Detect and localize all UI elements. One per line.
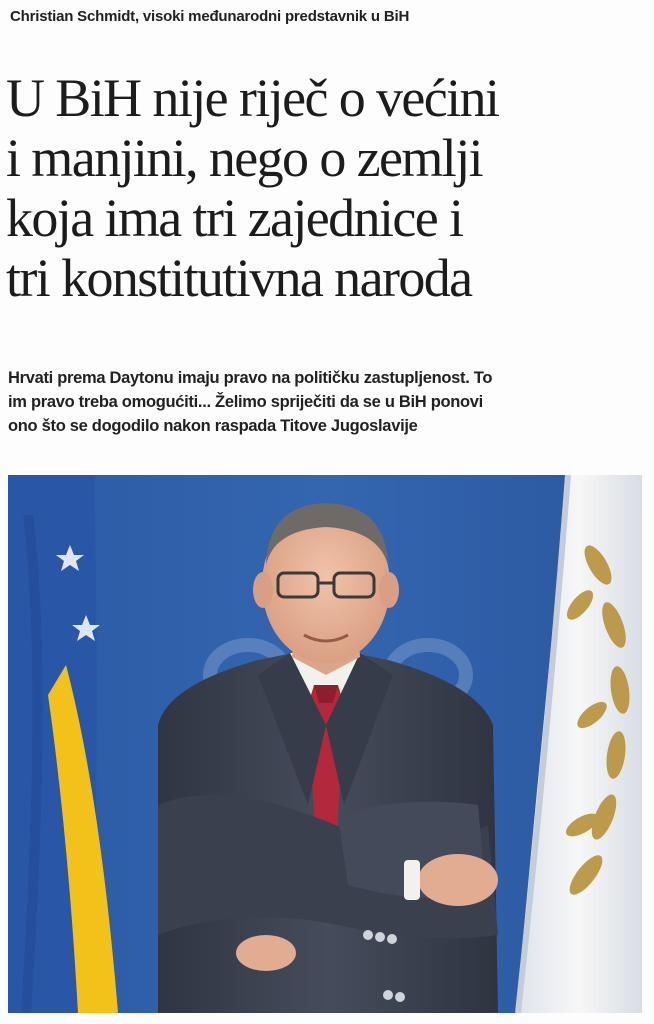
portrait-illustration (8, 475, 642, 1013)
kicker: Christian Schmidt, visoki međunarodni predstavnik u BiH (10, 8, 410, 25)
headline-line: i manjini, nego o zemlji (6, 128, 482, 188)
lead-line: ono što se dogodilo nakon raspada Titove Jugoslavije (8, 417, 418, 435)
lead-paragraph (8, 366, 648, 438)
headline-line: U BiH nije riječ o većini (6, 68, 499, 128)
lead-line: Hrvati prema Daytonu imaju pravo na političku zastupljenost. To (8, 369, 493, 387)
portrait-photo (8, 475, 642, 1013)
headline (6, 68, 650, 308)
headline-line: tri konstitutivna naroda (6, 248, 472, 308)
lead-line: im pravo treba omogućiti... Želimo spriječiti da se u BiH ponovi (8, 393, 483, 411)
headline-line: koja ima tri zajednice i (6, 188, 463, 248)
